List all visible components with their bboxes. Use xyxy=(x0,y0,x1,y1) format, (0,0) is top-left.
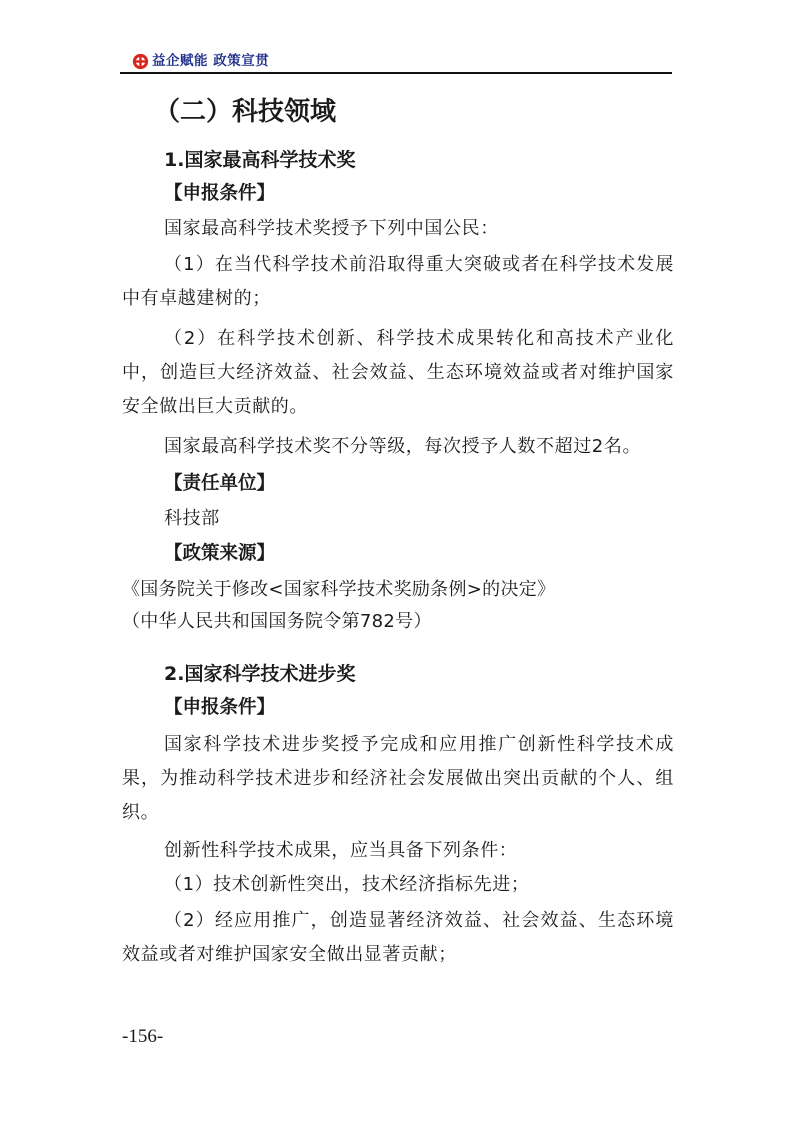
condition-paragraph: 国家科学技术进步奖授予完成和应用推广创新性科学技术成果，为推动科学技术进步和经济社会发展做出突出贡献的个人、组织。 xyxy=(122,734,674,823)
item-title: 1.国家最高科学技术奖 xyxy=(164,149,356,171)
responsible-unit: 科技部 xyxy=(164,508,220,529)
condition-paragraph: （1）在当代科学技术前沿取得重大突破或者在科学技术发展中有卓越建树的； xyxy=(122,254,674,309)
condition-paragraph: （2）在科学技术创新、科学技术成果转化和高技术产业化中，创造巨大经济效益、社会效益、生态环境效益或者对维护国家安全做出巨大贡献的。 xyxy=(122,328,674,417)
condition-paragraph: （2）经应用推广，创造显著经济效益、社会效益、生态环境效益或者对维护国家安全做出显著贡献； xyxy=(122,910,674,965)
page-header xyxy=(120,52,672,74)
policy-source xyxy=(122,574,674,638)
condition-paragraph: 创新性科学技术成果，应当具备下列条件： xyxy=(164,840,518,861)
conditions-label: 【申报条件】 xyxy=(164,697,276,718)
brand-logo xyxy=(132,53,269,70)
page-content xyxy=(122,92,674,978)
source-label: 【政策来源】 xyxy=(164,543,276,564)
award-item-1 xyxy=(122,146,674,638)
item-title: 2.国家科学技术进步奖 xyxy=(164,663,356,685)
conditions-label: 【申报条件】 xyxy=(164,183,276,204)
policy-source-title: 《国务院关于修改<国家科学技术奖励条例>的决定》 xyxy=(122,579,556,600)
award-item-2 xyxy=(122,660,674,972)
condition-paragraph: 国家最高科学技术奖授予下列中国公民： xyxy=(164,218,499,239)
brand-logo-icon xyxy=(132,53,149,70)
header-divider xyxy=(120,72,672,74)
unit-label: 【责任单位】 xyxy=(164,473,276,494)
condition-paragraph: 国家最高科学技术奖不分等级，每次授予人数不超过2名。 xyxy=(164,436,642,457)
brand-name: 益企赋能 政策宣贯 xyxy=(152,53,270,69)
policy-source-decree: （中华人民共和国国务院令第782号） xyxy=(122,611,432,632)
section-title: （二）科技领域 xyxy=(154,97,337,127)
condition-paragraph: （1）技术创新性突出，技术经济指标先进； xyxy=(164,874,530,895)
page-number: -156- xyxy=(122,1026,164,1047)
